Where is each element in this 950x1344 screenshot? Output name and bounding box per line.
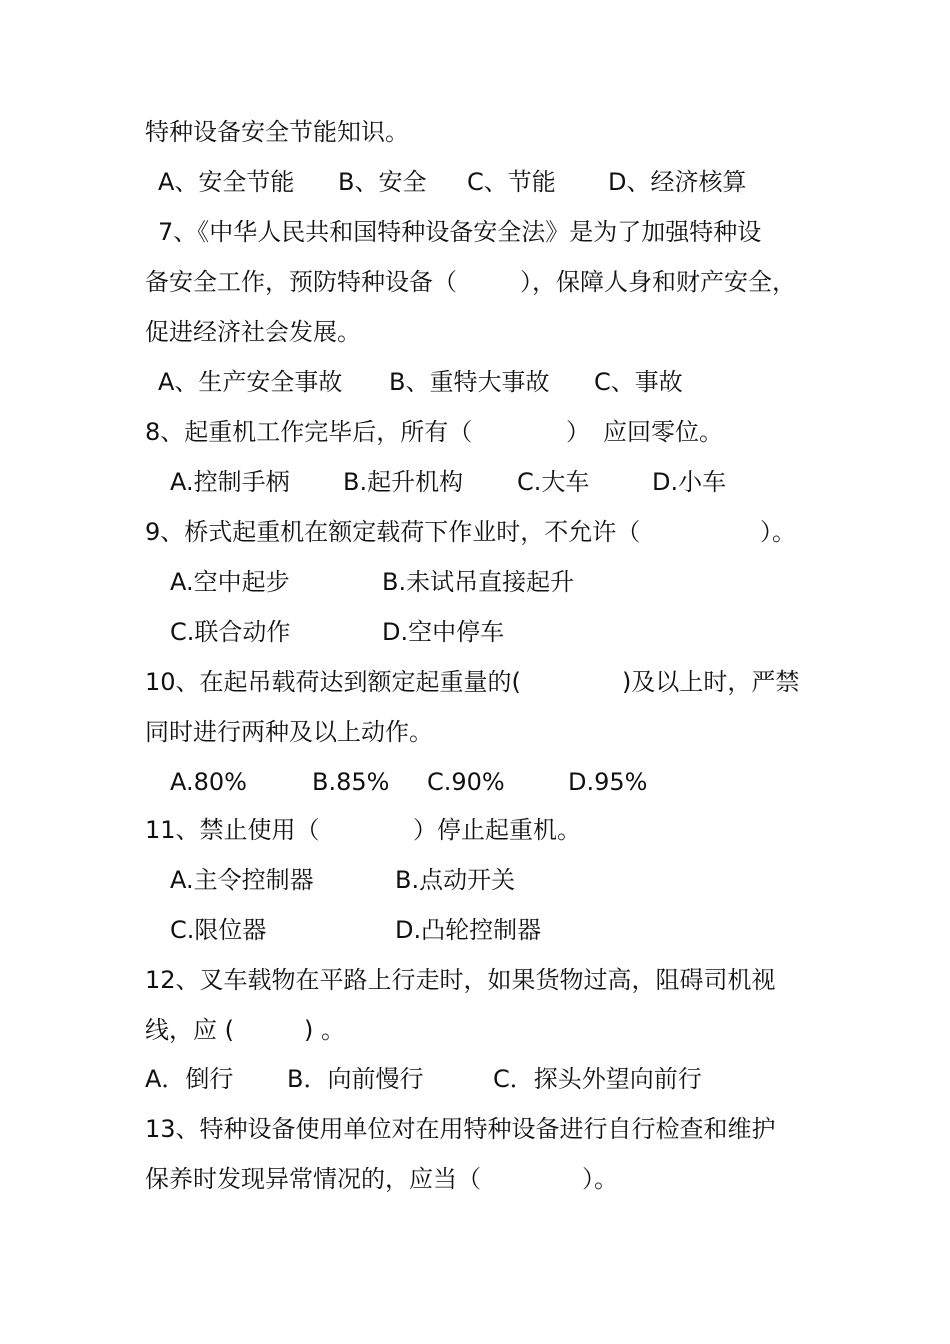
option-d: D.空中停车 — [382, 618, 505, 646]
option-d: D、经济核算 — [608, 168, 747, 196]
option-c: C.限位器 — [170, 916, 267, 944]
question-13-text: 13、特种设备使用单位对在用特种设备进行自行检查和维护 — [145, 1115, 776, 1143]
option-a: A、安全节能 — [158, 168, 295, 196]
option-b: B、重特大事故 — [389, 368, 550, 396]
option-b: B.点动开关 — [395, 866, 516, 894]
text-segment: 特种设备安全节能知识。 — [145, 118, 409, 146]
text-segment: ），保障人身和财产安全， — [520, 268, 796, 296]
option-b: B.未试吊直接起升 — [382, 568, 575, 596]
option-c: C．探头外望向前行 — [493, 1065, 702, 1093]
question-9-text: 9、桥式起重机在额定载荷下作业时，不允许（ — [145, 518, 641, 546]
text-segment: ）停止起重机。 — [413, 816, 581, 844]
option-c: C.大车 — [517, 468, 590, 496]
text-segment: 保养时发现异常情况的，应当（ — [145, 1165, 481, 1193]
option-c: C.联合动作 — [170, 618, 291, 646]
option-a: A.空中起步 — [170, 568, 290, 596]
option-b: B.85% — [312, 768, 390, 796]
question-10-text: 10、在起吊载荷达到额定起重量的( — [145, 668, 521, 696]
text-segment: ）。 — [760, 518, 796, 546]
option-b: B、安全 — [338, 168, 427, 196]
option-b: B.起升机构 — [343, 468, 464, 496]
option-b: B．向前慢行 — [287, 1065, 424, 1093]
question-7-text: 7、《中华人民共和国特种设备安全法》是为了加强特种设 — [158, 218, 762, 246]
option-a: A.主令控制器 — [170, 866, 314, 894]
text-segment: )及以上时，严禁 — [622, 668, 800, 696]
option-a: A.80% — [170, 768, 247, 796]
text-segment: ）。 — [582, 1165, 618, 1193]
option-a: A.控制手柄 — [170, 468, 290, 496]
text-segment: ) 。 — [304, 1016, 345, 1044]
option-d: D.凸轮控制器 — [395, 916, 542, 944]
option-d: D.小车 — [652, 468, 727, 496]
option-c: C.90% — [427, 768, 505, 796]
text-segment: 促进经济社会发展。 — [145, 318, 361, 346]
option-a: A．倒行 — [145, 1065, 234, 1093]
text-segment: 应回零位。 — [603, 418, 723, 446]
text-segment: ） — [566, 418, 590, 446]
text-segment: 备安全工作，预防特种设备（ — [145, 268, 457, 296]
option-a: A、生产安全事故 — [158, 368, 343, 396]
question-11-text: 11、禁止使用（ — [145, 816, 320, 844]
option-c: C、事故 — [594, 368, 683, 396]
question-12-text: 12、叉车载物在平路上行走时，如果货物过高，阻碍司机视 — [145, 966, 776, 994]
text-segment: 同时进行两种及以上动作。 — [145, 718, 433, 746]
text-segment: 线，应 ( — [145, 1016, 234, 1044]
option-d: D.95% — [568, 768, 648, 796]
option-c: C、节能 — [467, 168, 556, 196]
question-8-text: 8、起重机工作完毕后，所有（ — [145, 418, 473, 446]
